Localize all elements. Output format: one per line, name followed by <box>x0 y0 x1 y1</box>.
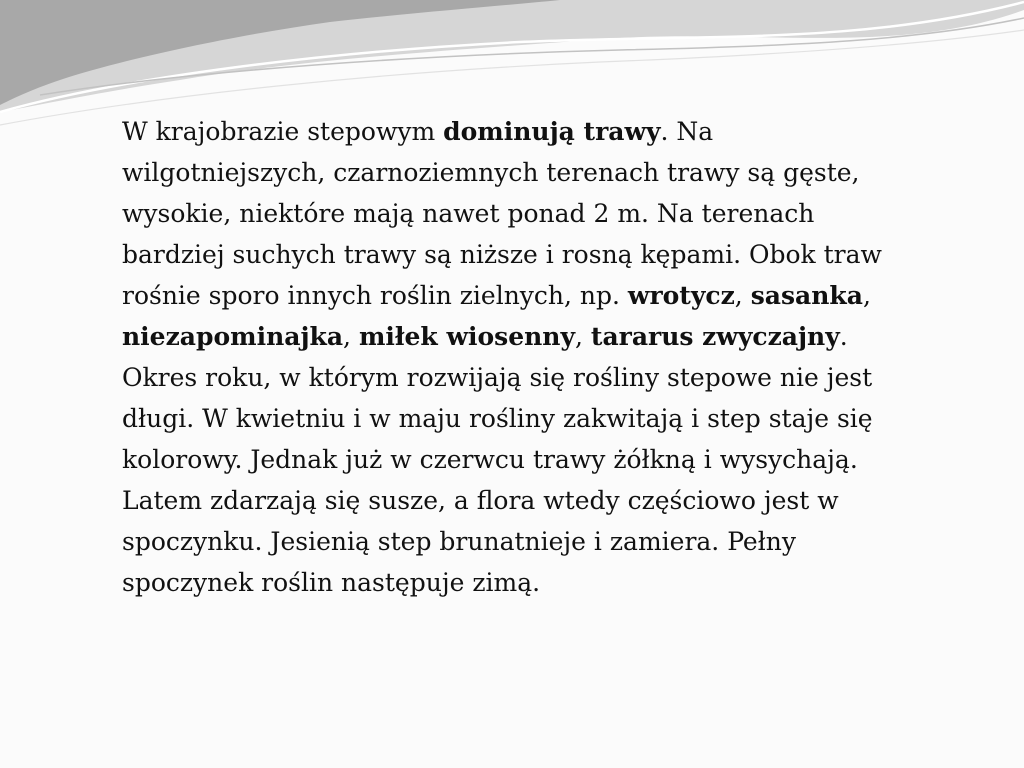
text-run: , <box>575 322 591 351</box>
bold-term-dominuja-trawy: dominują trawy <box>443 117 661 146</box>
bold-term-milek-wiosenny: miłek wiosenny <box>358 322 575 351</box>
text-run: W krajobrazie stepowym <box>122 117 444 146</box>
body-paragraph <box>122 111 922 603</box>
text-run: . Okres roku, w którym rozwijają się rośliny stepowe nie jest długi. W kwietniu i w maju rośliny zakwitają i step staje się kolorowy. Jednak już w czerwcu trawy żółkną i wysychają. Latem zdarzają się susze, a flora wtedy częściowo jest w spoczynku. Jesienią step brunatnieje i zamiera. Pełny spoczynek roślin następuje zimą. <box>122 322 873 597</box>
text-run: , <box>862 281 871 310</box>
bold-term-sasanka: sasanka <box>750 281 863 310</box>
text-run: , <box>343 322 359 351</box>
text-run: . Na wilgotniejszych, czarnoziemnych terenach trawy są gęste, wysokie, niektóre mają nawet ponad 2 m. Na terenach bardziej suchych trawy są niższe i rosną kępami. Obok traw rośnie sporo innych roślin zielnych, np. <box>122 117 882 310</box>
text-run: , <box>734 281 751 310</box>
bold-term-wrotycz: wrotycz <box>627 281 735 310</box>
bold-term-niezapominajka: niezapominajka <box>122 322 344 351</box>
bold-term-tararus-zwyczajny: tararus zwyczajny <box>590 322 840 351</box>
